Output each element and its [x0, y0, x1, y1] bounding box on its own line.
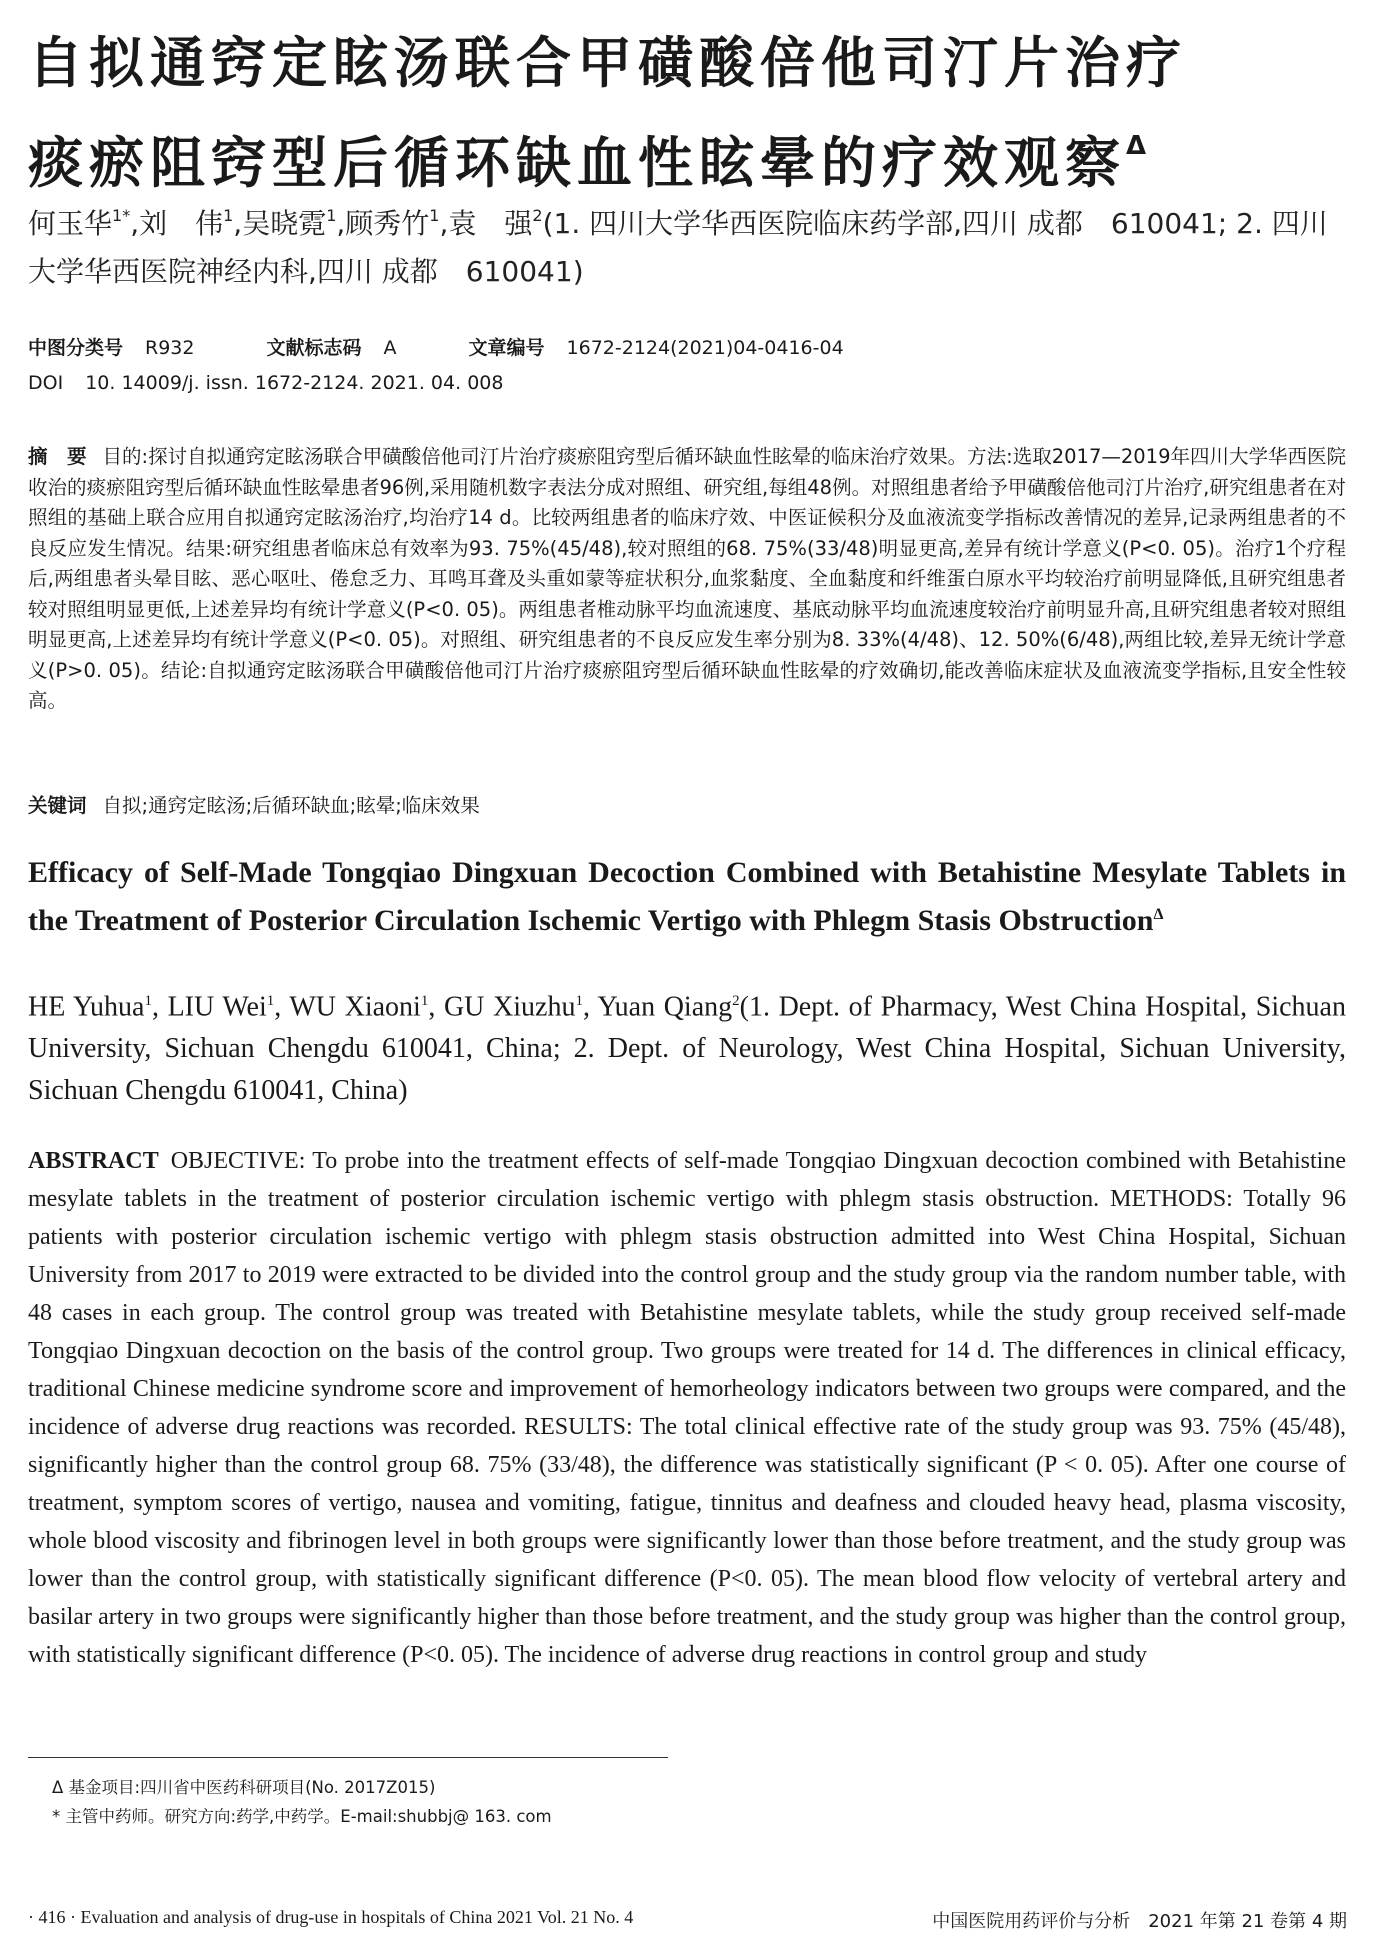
author-affil-mark: 1: [420, 993, 429, 1009]
keywords-label: 关键词: [28, 794, 87, 817]
footnote-divider: [28, 1757, 668, 1758]
author-name: ,顾秀竹: [336, 207, 430, 240]
author-name: , LIU Wei: [151, 991, 267, 1023]
english-title-text: Efficacy of Self-Made Tongqiao Dingxuan Decoction Combined with Betahistine Mesylate Tablets in the Treatment of Posterior Circulation Ischemic Vertigo with Phlegm Stasis Obstruction: [28, 856, 1346, 937]
author-name: ,袁 强: [439, 207, 533, 240]
chinese-title-line-1: 自拟通窍定眩汤联合甲磺酸倍他司汀片治疗: [28, 31, 1188, 95]
chinese-keywords: [28, 790, 480, 818]
author-affil-mark: 1: [266, 993, 275, 1009]
chinese-title-line-2-text: 痰瘀阻窍型后循环缺血性眩晕的疗效观察: [28, 131, 1127, 195]
doi-line: [28, 372, 503, 394]
fund-footnote: Δ 基金项目:四川省中医药科研项目(No. 2017Z015): [52, 1778, 436, 1797]
class-label: 中图分类号: [28, 337, 124, 359]
author-name: ,刘 伟: [130, 207, 224, 240]
author-name: HE Yuhua: [28, 991, 145, 1023]
author-affil-mark: 1*: [112, 206, 131, 225]
chinese-affiliations: (1. 四川大学华西医院临床药学部,四川 成都 610041; 2. 四川大学华西医院神经内科,四川 成都 610041): [28, 207, 1328, 288]
chinese-title-line-2: [28, 105, 1348, 205]
abstract-cn-text: 目的:探讨自拟通窍定眩汤联合甲磺酸倍他司汀片治疗痰瘀阻窍型后循环缺血性眩晕的临床治疗效果。方法:选取2017—2019年四川大学华西医院收治的痰瘀阻窍型后循环缺血性眩晕患者96例,采用随机数字表法分成对照组、研究组,每组48例。对照组患者给予甲磺酸倍他司汀片治疗,研究组患者在对照组的基础上联合应用自拟通窍定眩汤治疗,均治疗14 d。比较两组患者的临床疗效、中医证候积分及血液流变学指标改善情况的差异,记录两组患者的不良反应发生情况。结果:研究组患者临床总有效率为93. 75%(45/48),较对照组的68. 75%(33/48)明显更高,差异有统计学意义(P<0. 05)。治疗1个疗程后,两组患者头晕目眩、恶心呕吐、倦怠乏力、耳鸣耳聋及头重如蒙等症状积分,血浆黏度、全血黏度和纤维蛋白原水平均较治疗前明显降低,且研究组患者较对照组明显更低,上述差异均有统计学意义(P<0. 05)。两组患者椎动脉平均血流速度、基底动脉平均血流速度较治疗前明显升高,且研究组患者较对照组明显更高,上述差异均有统计学意义(P<0. 05)。对照组、研究组患者的不良反应发生率分别为8. 33%(4/48)、12. 50%(6/48),两组比较,差异无统计学意义(P>0. 05)。结论:自拟通窍定眩汤联合甲磺酸倍他司汀片治疗痰瘀阻窍型后循环缺血性眩晕的疗效确切,能改善临床症状及血液流变学指标,且安全性较高。: [28, 445, 1346, 712]
doi-label: DOI: [28, 372, 64, 394]
fund-mark: Δ: [1126, 131, 1153, 161]
author-name: 何玉华: [28, 207, 113, 240]
english-authors: [28, 980, 1346, 1112]
author-footnote: * 主管中药师。研究方向:药学,中药学。E-mail:shubbj@ 163. com: [52, 1807, 552, 1826]
author-affil-mark: 1: [223, 206, 234, 225]
page-footer-right: 中国医院用药评价与分析 2021 年第 21 卷第 4 期: [932, 1911, 1347, 1932]
abstract-en-text: OBJECTIVE: To probe into the treatment effects of self-made Tongqiao Dingxuan decoction combined with Betahistine mesylate tablets in the treatment of posterior circulation ischemic vertigo with phlegm stasis obstruction. METHODS: Totally 96 patients with posterior circulation ischemic vertigo with phlegm stasis obstruction admitted into West China Hospital, Sichuan University from 2017 to 2019 were extracted to be divided into the control group and the study group via the random number table, with 48 cases in each group. The control group was treated with Betahistine mesylate tablets, while the study group received self-made Tongqiao Dingxuan decoction on the basis of the control group. Two groups were treated for 14 d. The differences in clinical efficacy, traditional Chinese medicine syndrome score and improvement of hemorheology indicators between two groups were compared, and the incidence of adverse drug reactions was recorded. RESULTS: The total clinical effective rate of the study group was 93. 75% (45/48), significantly higher than the control group 68. 75% (33/48), the difference was statistically significant (P < 0. 05). After one course of treatment, symptom scores of vertigo, nausea and vomiting, fatigue, tinnitus and deafness and clouded heavy head, plasma viscosity, whole blood viscosity and fibrinogen level in both groups were significantly lower than those before treatment, and the study group was lower than the control group, with statistically significant difference (P<0. 05). The mean blood flow velocity of vertebral artery and basilar artery in two groups were significantly higher than those before treatment, and the study group was higher than the control group, with statistically significant difference (P<0. 05). The incidence of adverse drug reactions in control group and study: [28, 1148, 1346, 1668]
doc-code-label: 文献标志码: [266, 337, 362, 359]
english-abstract: [28, 1142, 1346, 1674]
class-value: R932: [145, 337, 195, 359]
author-affil-mark: 1: [144, 993, 152, 1009]
english-title: [28, 852, 1346, 942]
chinese-abstract: [28, 442, 1346, 717]
author-name: , GU Xiuzhu: [428, 991, 576, 1023]
fund-mark: Δ: [1153, 906, 1164, 923]
chinese-title: [28, 22, 1348, 205]
author-affil-mark: 1: [429, 206, 440, 225]
keywords-text: 自拟;通窍定眩汤;后循环缺血;眩晕;临床效果: [102, 794, 480, 817]
author-name: , WU Xiaoni: [274, 991, 421, 1023]
doi-value: 10. 14009/j. issn. 1672-2124. 2021. 04. 008: [85, 372, 504, 394]
doc-code-value: A: [383, 337, 397, 359]
article-number-label: 文章编号: [468, 337, 545, 359]
author-affil-mark: 2: [532, 206, 543, 225]
english-affiliations: (1. Dept. of Pharmacy, West China Hospital, Sichuan University, Sichuan Chengdu 610041, China; 2. Dept. of Neurology, West China Hospital, Sichuan University, Sichuan Chengdu 610041, China): [28, 991, 1346, 1107]
author-affil-mark: 1: [326, 206, 337, 225]
chinese-authors: [28, 192, 1346, 296]
article-number-value: 1672-2124(2021)04-0416-04: [566, 337, 844, 359]
classification-line: [28, 333, 844, 360]
page-footer-left: · 416 · Evaluation and analysis of drug-use in hospitals of China 2021 Vol. 21 No. 4: [28, 1907, 634, 1927]
author-affil-mark: 2: [732, 993, 740, 1009]
abstract-cn-label: 摘 要: [28, 445, 87, 468]
abstract-en-label: ABSTRACT: [28, 1148, 159, 1174]
author-name: ,吴晓霓: [233, 207, 327, 240]
author-affil-mark: 1: [575, 993, 583, 1009]
author-name: , Yuan Qiang: [582, 991, 733, 1023]
